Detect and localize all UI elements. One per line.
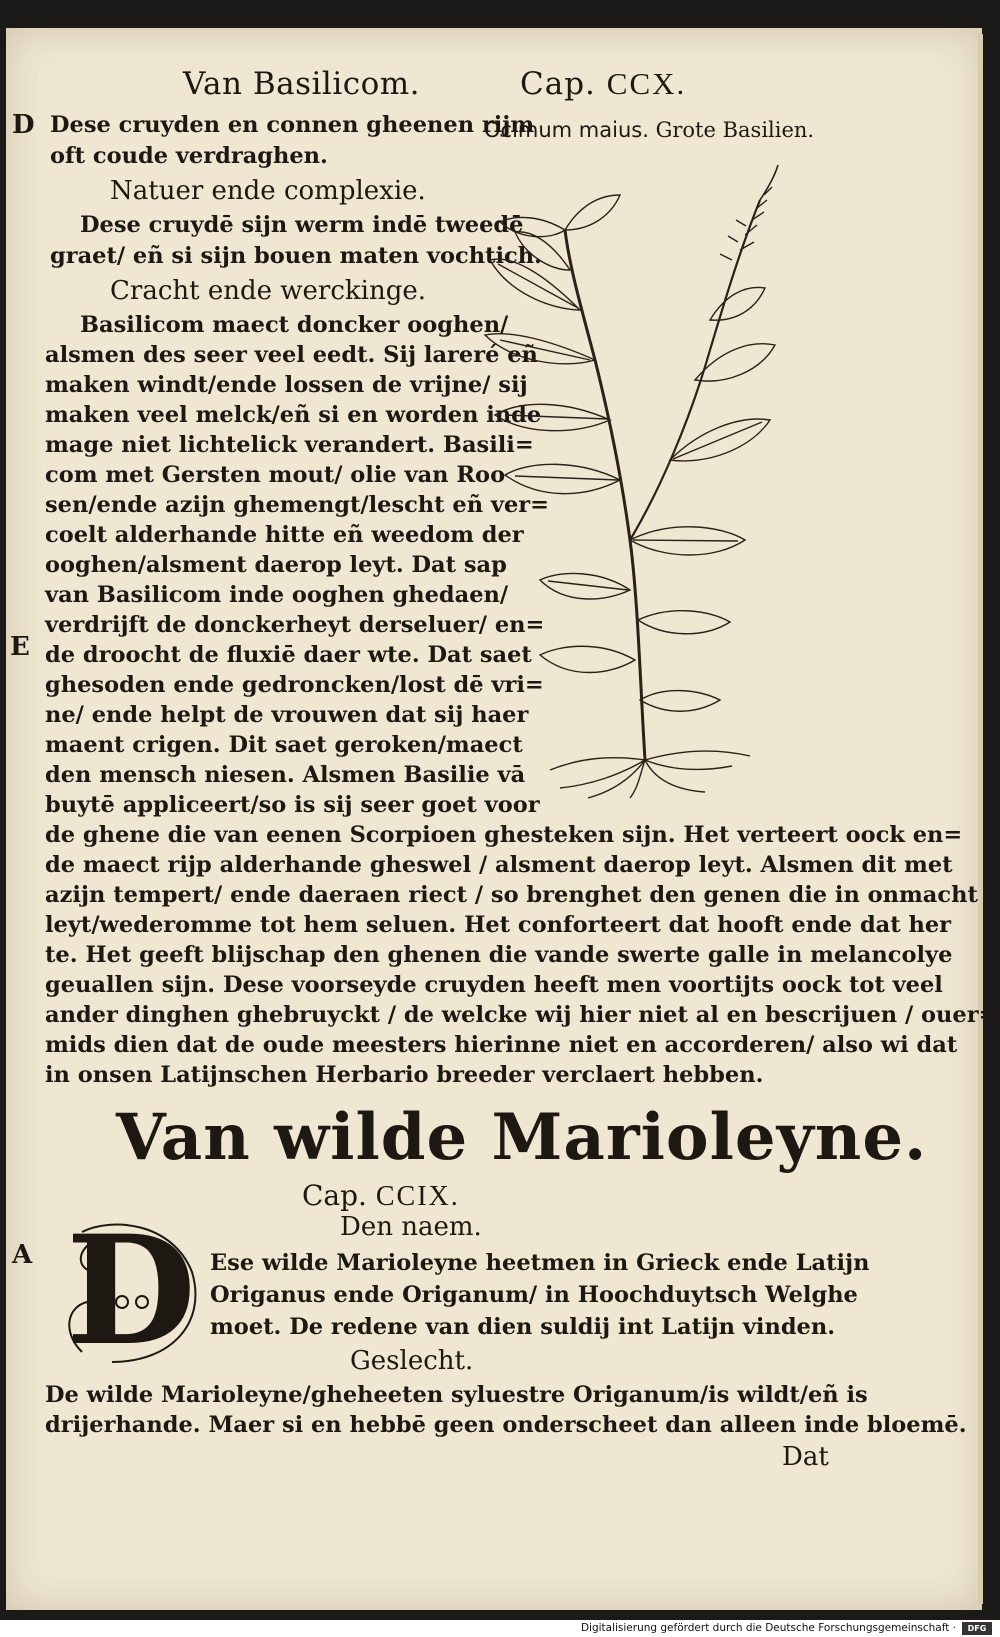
subhead-geslecht: Geslecht. (350, 1346, 474, 1376)
text-line: te. Het geeft blijschap den ghenen die vande swerte galle in melancolye (45, 942, 953, 968)
text-line: ghesoden ende gedroncken/lost dē vri= (45, 672, 544, 698)
marginal-letter-d: D (12, 110, 35, 140)
subhead-natuer: Natuer ende complexie. (110, 176, 426, 206)
text-line: de droocht de fluxiē daer wte. Dat saet (45, 642, 532, 668)
basil-plant-illustration (470, 160, 810, 800)
text-line: De wilde Marioleyne/gheheeten syluestre Origanum/is wildt/eñ is (45, 1382, 868, 1408)
subhead-cracht: Cracht ende werckinge. (110, 276, 427, 306)
text-line: Dese cruydē sijn werm indē tweedē (80, 212, 524, 238)
text-line: de maect rijp alderhande gheswel / alsment daerop leyt. Alsmen dit met (45, 852, 953, 878)
text-line: com met Gersten mout/ olie van Roo (45, 462, 506, 488)
text-line: Ese wilde Marioleyne heetmen in Grieck ende Latijn (210, 1250, 870, 1276)
text-line: maent crigen. Dit saet geroken/maect (45, 732, 523, 758)
text-line: Dese cruyden en connen gheenen rijm (50, 112, 535, 138)
chapter-cap-label: Cap. (302, 1179, 367, 1212)
text-line: ne/ ende helpt de vrouwen dat sij haer (45, 702, 529, 728)
initial-letter: D (65, 1203, 197, 1379)
chapter-title: Van wilde Marioleyne. (116, 1100, 928, 1175)
cap-label: Cap. (520, 66, 596, 102)
text-line: leyt/wederomme tot hem seluen. Het conforteert dat hooft ende dat her (45, 912, 952, 938)
text-line: maken windt/ende lossen de vrijne/ sij (45, 372, 528, 398)
chapter-number-header (520, 66, 686, 102)
text-line: azijn tempert/ ende daeraen riect / so brenghet den genen die in onmacht (45, 882, 978, 908)
text-line: oft coude verdraghen. (50, 143, 328, 169)
text-line: maken veel melck/eñ si en worden inde (45, 402, 542, 428)
text-line: in onsen Latijnschen Herbario breeder verclaert hebben. (45, 1062, 764, 1088)
text-line: buytē appliceert/so is sij seer goet voor (45, 792, 540, 818)
text-line: ooghen/alsment daerop leyt. Dat sap (45, 552, 507, 578)
text-line: moet. De redene van dien suldij int Latijn vinden. (210, 1314, 836, 1340)
text-line: Basilicom maect doncker ooghen/ (80, 312, 509, 338)
text-line: verdrijft de donckerheyt derseluer/ en= (45, 612, 545, 638)
text-line: sen/ende azijn ghemengt/lescht eñ ver= (45, 492, 549, 518)
text-line: drijerhande. Maer si en hebbē geen onderscheet dan alleen inde bloemē. (45, 1412, 967, 1438)
text-line: alsmen des seer veel eedt. Sij lareré eñ (45, 342, 538, 368)
marginal-letter-e: E (10, 632, 30, 662)
footer-credit: Digitalisierung gefördert durch die Deutsche Forschungsgemeinschaft · (580, 1622, 956, 1634)
text-line: geuallen sijn. Dese voorseyde cruyden heeft men voortijts oock tot veel (45, 972, 943, 998)
catchword: Dat (782, 1442, 829, 1472)
page-edge (978, 34, 983, 1604)
marginal-letter-a: A (12, 1240, 33, 1270)
text-line: van Basilicom inde ooghen ghedaen/ (45, 582, 509, 608)
text-line: Origanus ende Origanum/ in Hoochduytsch Welghe (210, 1282, 858, 1308)
text-line: coelt alderhande hitte eñ weedom der (45, 522, 524, 548)
figure-caption-latin: Ocimum maius. (484, 118, 649, 142)
text-line: ander dinghen ghebruyckt / de welcke wij hier niet al en bescrijuen / ouer= (45, 1002, 998, 1028)
text-line: mids dien dat de oude meesters hierinne niet en accorderen/ also wi dat (45, 1032, 958, 1058)
chapter-cap (302, 1179, 460, 1213)
chapter-cap-number: CCIX. (375, 1181, 460, 1212)
figure-caption-dutch: Grote Basilien. (655, 118, 815, 142)
dfg-logo: DFG (962, 1622, 992, 1635)
cap-number: CCX. (606, 66, 687, 101)
subhead-naem: Den naem. (340, 1212, 482, 1242)
running-head: Van Basilicom. (183, 66, 421, 102)
text-line: graet/ eñ si sijn bouen maten vochtich. (50, 243, 542, 269)
text-line: den mensch niesen. Alsmen Basilie vā (45, 762, 526, 788)
text-line: mage niet lichtelick verandert. Basili= (45, 432, 534, 458)
text-line: de ghene die van eenen Scorpioen ghesteken sijn. Het verteert oock en= (45, 822, 963, 848)
decorated-initial (52, 1203, 210, 1379)
